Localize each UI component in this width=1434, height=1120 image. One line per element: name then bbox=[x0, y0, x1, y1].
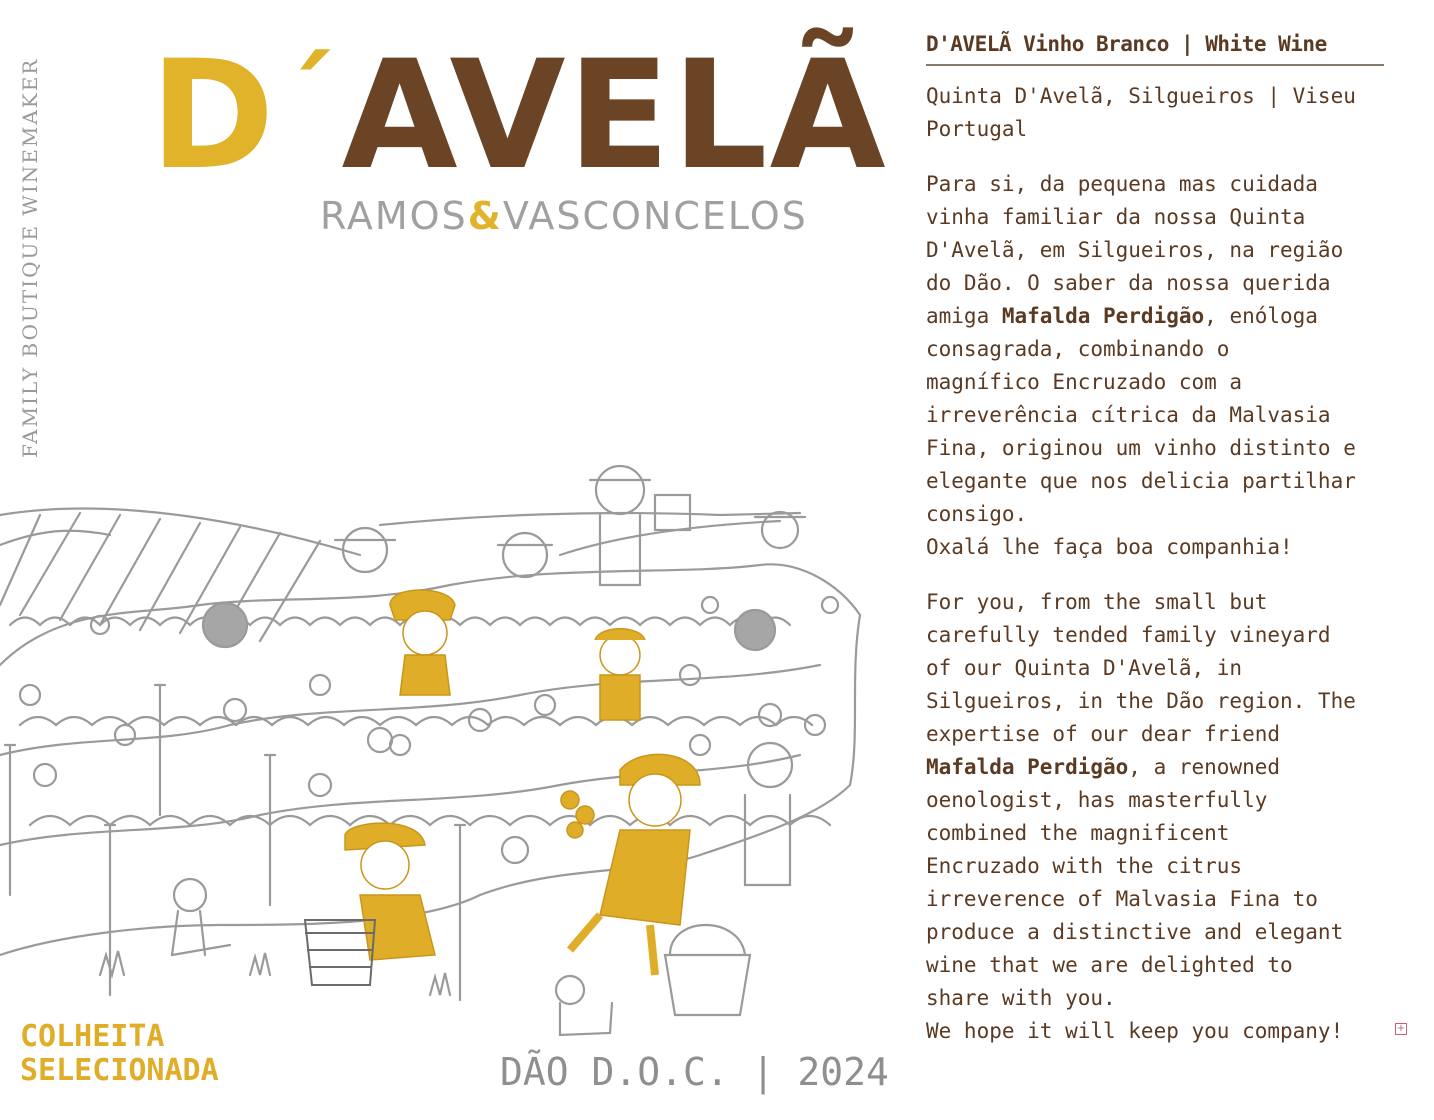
doc-vintage: DÃO D.O.C. | 2024 bbox=[500, 1050, 889, 1094]
pt-text-1: Para si, da pequena mas cuidada vinha familiar da nossa Quinta D'Avelã, em Silgueiros, na região do Dão. O saber da nossa querida amiga bbox=[926, 172, 1344, 328]
logo-sub-right: VASCONCELOS bbox=[502, 194, 808, 238]
vineyard-illustration bbox=[0, 455, 870, 1050]
logo-apostrophe: ´ bbox=[280, 35, 338, 163]
logo-subtitle bbox=[320, 194, 808, 238]
colheita-line1: COLHEITA bbox=[20, 1019, 165, 1054]
en-text-2: , a renowned oenologist, has masterfully combined the magnificent Encruzado with the citrus irreverence of Malvasia Fina to produce a distinctive and elegant wine that we are delighted to share with you. We hope it will keep you company! bbox=[926, 755, 1344, 1043]
text-panel bbox=[926, 32, 1401, 1048]
logo-sub-amp: & bbox=[467, 194, 503, 238]
en-text-1: For you, from the small but carefully tended family vineyard of our Quinta D'Avelã, in Silgueiros, in the Dão region. The expertise of our dear friend bbox=[926, 590, 1356, 746]
side-label: FAMILY BOUTIQUE WINEMAKER bbox=[18, 57, 42, 458]
english-paragraph bbox=[926, 586, 1401, 1048]
logo-sub-left: RAMOS bbox=[320, 194, 468, 238]
location-text: Quinta D'Avelã, Silgueiros | Viseu Portugal bbox=[926, 84, 1356, 141]
en-bold-name: Mafalda Perdigão bbox=[926, 755, 1129, 779]
colheita-selecionada bbox=[20, 1020, 219, 1088]
pt-text-2: , enóloga consagrada, combinando o magnífico Encruzado com a irreverência cítrica da Malvasia Fina, originou um vinho distinto e elegante que nos delicia partilhar consigo. Oxalá lhe faça boa companhia! bbox=[926, 304, 1356, 559]
portuguese-paragraph bbox=[926, 168, 1401, 564]
brand-logo bbox=[150, 14, 888, 244]
plus-icon[interactable]: + bbox=[1396, 1023, 1406, 1034]
pt-bold-name: Mafalda Perdigão bbox=[1001, 304, 1205, 328]
wine-title: D'AVELÃ Vinho Branco | White Wine bbox=[926, 32, 1327, 56]
logo-avela: AVELÃ bbox=[341, 29, 888, 203]
colheita-line2: SELECIONADA bbox=[20, 1053, 219, 1088]
title-divider bbox=[926, 64, 1384, 66]
logo-d: D bbox=[150, 29, 277, 203]
logo-wordmark bbox=[150, 14, 888, 201]
